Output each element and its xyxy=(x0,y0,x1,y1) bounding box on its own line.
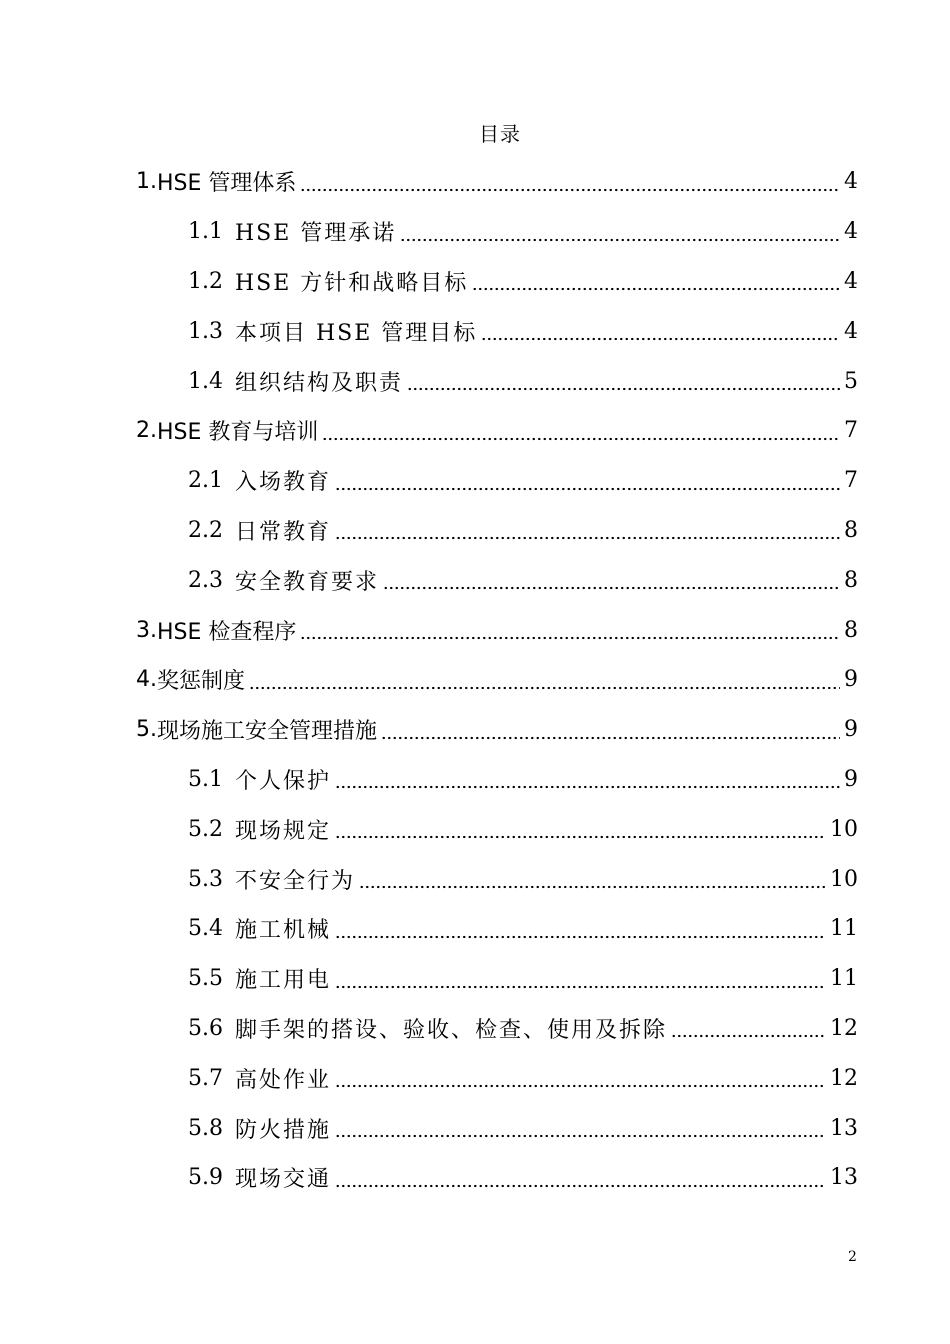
toc-entry-page: 8 xyxy=(844,567,858,593)
toc-entry-title: 现场规定 xyxy=(235,818,332,844)
toc-entry-page: 13 xyxy=(830,1165,858,1191)
toc-dot-leader xyxy=(407,370,840,392)
toc-entry-title: 奖惩制度 xyxy=(157,669,246,695)
toc-entry-title: 日常教育 xyxy=(235,519,332,545)
toc-dot-leader xyxy=(472,270,840,292)
toc-entry-page: 9 xyxy=(844,766,858,792)
toc-entry-number: 5.8 xyxy=(188,1115,223,1141)
toc-entry[interactable] xyxy=(0,755,950,805)
toc-entry-title: 个人保护 xyxy=(235,768,332,794)
toc-entry-page: 11 xyxy=(830,966,858,992)
toc-entry[interactable] xyxy=(0,954,950,1004)
toc-entry-title: 施工用电 xyxy=(235,968,332,994)
toc-entry-number: 5. xyxy=(136,717,157,743)
toc-entry-number: 5.4 xyxy=(188,916,223,942)
toc-dot-leader xyxy=(335,519,840,541)
toc-entry-page: 4 xyxy=(844,169,858,195)
toc-entry-title: 组织结构及职责 xyxy=(235,370,404,396)
toc-entry-title: 防火措施 xyxy=(235,1117,332,1143)
toc-entry-page: 12 xyxy=(830,1015,858,1041)
toc-dot-leader xyxy=(335,1067,826,1089)
page-number: 2 xyxy=(848,1249,857,1265)
toc-entry-number: 1.2 xyxy=(188,268,223,294)
toc-entry-title: HSE 检查程序 xyxy=(157,619,297,645)
toc-entry-page: 10 xyxy=(830,866,858,892)
toc-entry-number: 4. xyxy=(136,667,157,693)
toc-entry-number: 5.3 xyxy=(188,866,223,892)
toc-dot-leader xyxy=(249,669,840,691)
toc-entry[interactable] xyxy=(0,555,950,605)
toc-entry[interactable] xyxy=(0,406,950,456)
toc-entry-page: 9 xyxy=(844,667,858,693)
toc-entry-number: 5.5 xyxy=(188,966,223,992)
toc-dot-leader xyxy=(335,1167,826,1189)
toc-entry-number: 2.3 xyxy=(188,567,223,593)
toc-entry-title: 不安全行为 xyxy=(235,868,356,894)
toc-entry-title: 施工机械 xyxy=(235,918,332,944)
toc-entry-title: 入场教育 xyxy=(235,470,332,496)
toc-dot-leader xyxy=(383,569,840,591)
toc-entry-number: 1. xyxy=(136,169,157,195)
toc-entry[interactable] xyxy=(0,1053,950,1103)
toc-entry-number: 2.2 xyxy=(188,517,223,543)
toc-entry-page: 9 xyxy=(844,717,858,743)
toc-entry[interactable] xyxy=(0,157,950,207)
toc-entry-page: 13 xyxy=(830,1115,858,1141)
toc-entry-number: 3. xyxy=(136,617,157,643)
toc-entry-page: 8 xyxy=(844,617,858,643)
toc-entry-number: 5.9 xyxy=(188,1165,223,1191)
toc-dot-leader xyxy=(335,918,826,940)
toc-entry-number: 2.1 xyxy=(188,468,223,494)
toc-entry-number: 5.6 xyxy=(188,1015,223,1041)
table-of-contents xyxy=(0,157,950,1203)
toc-entry-title: 现场交通 xyxy=(235,1167,332,1193)
toc-dot-leader xyxy=(359,868,826,890)
toc-entry-title: 脚手架的搭设、验收、检查、使用及拆除 xyxy=(235,1017,668,1043)
toc-dot-leader xyxy=(335,1117,826,1139)
toc-entry-page: 4 xyxy=(844,318,858,344)
toc-dot-leader xyxy=(335,818,826,840)
toc-entry-title: 现场施工安全管理措施 xyxy=(157,719,378,745)
toc-dot-leader xyxy=(671,1017,826,1039)
toc-title: 目录 xyxy=(479,122,521,146)
toc-entry[interactable] xyxy=(0,1153,950,1203)
toc-dot-leader xyxy=(300,171,840,193)
toc-dot-leader xyxy=(381,719,840,741)
toc-entry-title: 本项目 HSE 管理目标 xyxy=(235,320,478,346)
toc-entry[interactable] xyxy=(0,705,950,755)
toc-entry[interactable] xyxy=(0,456,950,506)
toc-entry-number: 5.2 xyxy=(188,816,223,842)
toc-entry[interactable] xyxy=(0,306,950,356)
toc-dot-leader xyxy=(335,768,840,790)
toc-entry[interactable] xyxy=(0,506,950,556)
toc-entry-title: HSE 教育与培训 xyxy=(157,420,319,446)
toc-entry[interactable] xyxy=(0,207,950,257)
toc-entry[interactable] xyxy=(0,854,950,904)
toc-entry[interactable] xyxy=(0,1103,950,1153)
toc-entry-number: 1.1 xyxy=(188,219,223,245)
toc-entry-number: 5.1 xyxy=(188,766,223,792)
toc-dot-leader xyxy=(481,320,840,342)
toc-entry-page: 5 xyxy=(844,368,858,394)
toc-entry[interactable] xyxy=(0,655,950,705)
toc-entry[interactable] xyxy=(0,1004,950,1054)
toc-entry[interactable] xyxy=(0,904,950,954)
toc-entry-title: HSE 管理体系 xyxy=(157,171,297,197)
toc-entry-page: 4 xyxy=(844,219,858,245)
toc-dot-leader xyxy=(300,619,840,641)
toc-entry[interactable] xyxy=(0,804,950,854)
toc-entry-page: 12 xyxy=(830,1065,858,1091)
toc-entry-number: 5.7 xyxy=(188,1065,223,1091)
toc-entry-title: 安全教育要求 xyxy=(235,569,380,595)
toc-dot-leader xyxy=(322,420,840,442)
toc-entry-page: 11 xyxy=(830,916,858,942)
toc-entry-page: 8 xyxy=(844,517,858,543)
toc-entry-page: 7 xyxy=(844,418,858,444)
toc-entry-title: 高处作业 xyxy=(235,1067,332,1093)
toc-entry-number: 1.3 xyxy=(188,318,223,344)
toc-dot-leader xyxy=(335,470,840,492)
toc-entry-title: HSE 管理承诺 xyxy=(235,221,397,247)
toc-entry-page: 7 xyxy=(844,468,858,494)
toc-dot-leader xyxy=(335,968,826,990)
toc-entry-number: 2. xyxy=(136,418,157,444)
toc-entry[interactable] xyxy=(0,356,950,406)
toc-entry[interactable] xyxy=(0,605,950,655)
toc-dot-leader xyxy=(400,221,840,243)
toc-entry-title: HSE 方针和战略目标 xyxy=(235,270,469,296)
toc-entry[interactable] xyxy=(0,257,950,307)
toc-entry-page: 4 xyxy=(844,268,858,294)
toc-entry-page: 10 xyxy=(830,816,858,842)
toc-entry-number: 1.4 xyxy=(188,368,223,394)
